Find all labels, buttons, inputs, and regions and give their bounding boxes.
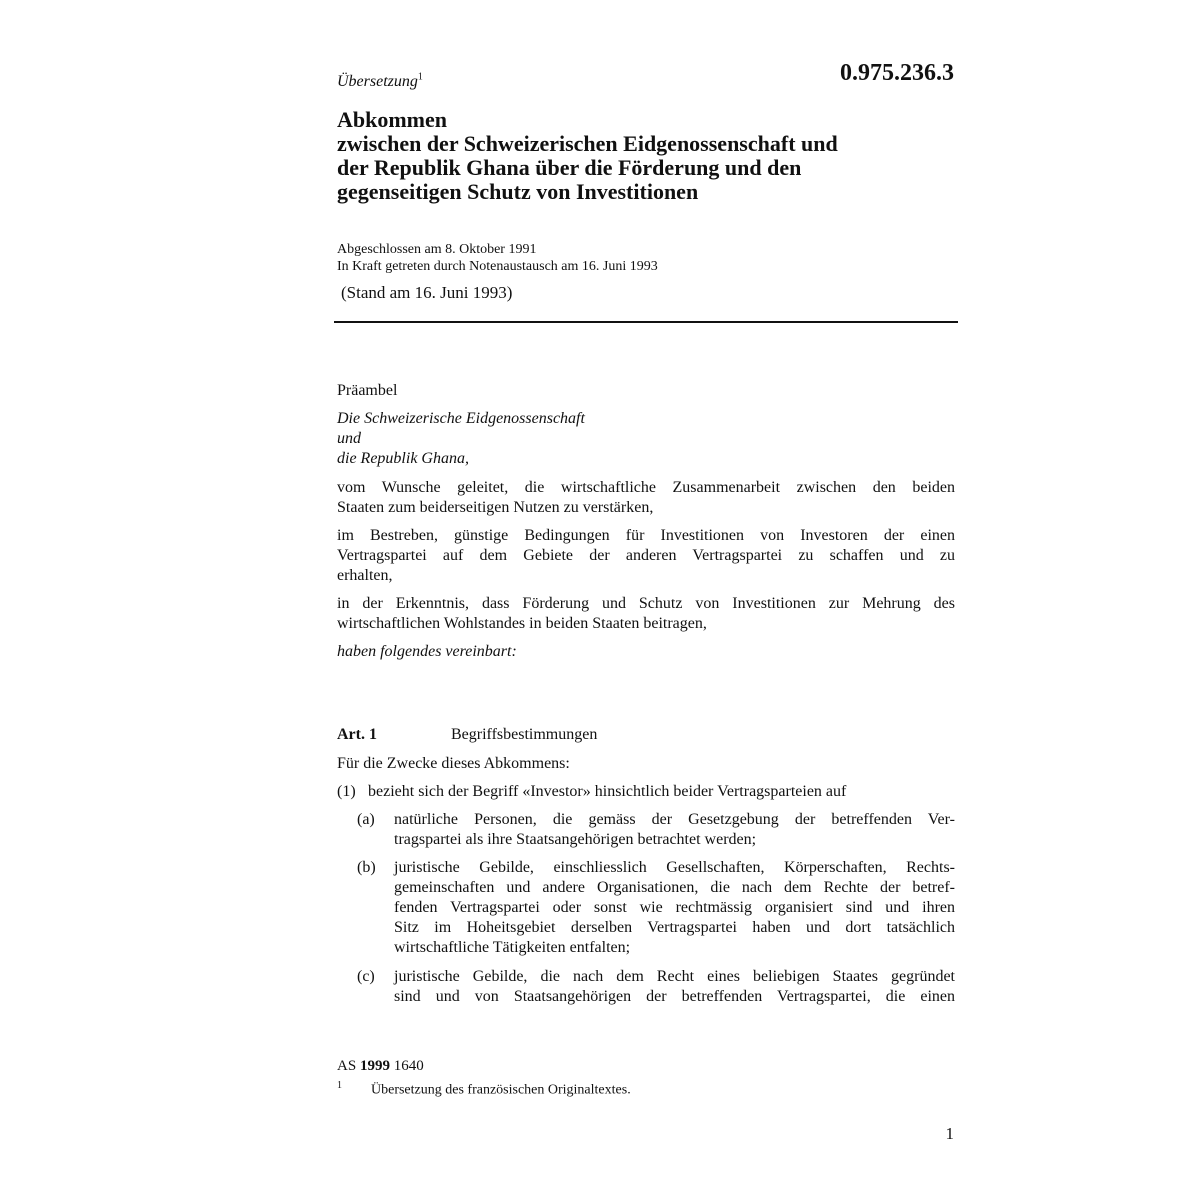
- sub-item-line: wirtschaftliche Tätigkeiten entfalten;: [394, 939, 631, 956]
- sub-item-line: Sitz im Hoheitsgebiet derselben Vertragspartei haben und dort tatsächlich: [394, 919, 955, 936]
- paragraph-line: wirtschaftlichen Wohlstandes in beiden Staaten beitragen,: [337, 615, 707, 632]
- translation-label-text: Übersetzung: [337, 73, 418, 90]
- sub-item: [357, 858, 955, 958]
- paragraph-line: Staaten zum beiderseitigen Nutzen zu verstärken,: [337, 499, 654, 516]
- footnote-text: Übersetzung des französischen Originaltextes.: [371, 1082, 631, 1098]
- agreement-clause: haben folgendes vereinbart:: [337, 643, 517, 660]
- sub-item-line: juristische Gebilde, die nach dem Recht eines beliebigen Staates gegründet: [394, 968, 955, 985]
- title-line: der Republik Ghana über die Förderung und den: [337, 155, 802, 180]
- sub-item-text: [394, 858, 955, 958]
- sub-item-text: [394, 810, 955, 850]
- title-line: gegenseitigen Schutz von Investitionen: [337, 179, 699, 204]
- official-compilation-reference: [337, 1058, 424, 1075]
- concluded-date: Abgeschlossen am 8. Oktober 1991: [337, 242, 537, 257]
- footnote: [337, 1080, 631, 1099]
- sr-number: 0.975.236.3: [840, 60, 954, 86]
- in-force-date: In Kraft getreten durch Notenaustausch am 16. Juni 1993: [337, 259, 658, 274]
- article-intro: Für die Zwecke dieses Abkommens:: [337, 755, 570, 772]
- sub-item: [357, 810, 955, 850]
- list-item: [337, 782, 846, 802]
- party-ghana: die Republik Ghana,: [337, 450, 469, 467]
- article-title: Begriffsbestimmungen: [451, 726, 598, 743]
- sub-item-line: gemeinschaften und andere Organisationen, die nach dem Rechte der betref-: [394, 879, 955, 896]
- paragraph-line: erhalten,: [337, 567, 393, 584]
- sub-item-line: sind und von Staatsangehörigen der betreffenden Vertragspartei, die einen: [394, 988, 955, 1005]
- preamble-paragraph: [337, 478, 955, 518]
- paragraph-line: in der Erkenntnis, dass Förderung und Schutz von Investitionen zur Mehrung des: [337, 595, 955, 612]
- sub-item-marker: (c): [357, 968, 375, 985]
- title-line: zwischen der Schweizerischen Eidgenossenschaft und: [337, 131, 838, 156]
- paragraph-line: vom Wunsche geleitet, die wirtschaftliche Zusammenarbeit zwischen den beiden: [337, 479, 955, 496]
- sub-item-line: natürliche Personen, die gemäss der Gesetzgebung der betreffenden Ver-: [394, 811, 955, 828]
- footnote-mark: 1: [337, 1080, 342, 1091]
- preamble-paragraph: [337, 594, 955, 634]
- document-title: [337, 108, 957, 204]
- paragraph-line: im Bestreben, günstige Bedingungen für Investitionen von Investoren der einen: [337, 527, 955, 544]
- title-line: Abkommen: [337, 107, 448, 132]
- sub-item-line: tragspartei als ihre Staatsangehörigen betrachtet werden;: [394, 831, 757, 848]
- item-number: (1): [337, 783, 356, 800]
- sub-item-line: juristische Gebilde, einschliesslich Gesellschaften, Körperschaften, Rechts-: [394, 859, 955, 876]
- footnote-ref[interactable]: 1: [417, 71, 423, 83]
- sub-item-marker: (a): [357, 811, 375, 828]
- as-page: 1640: [393, 1058, 424, 1074]
- preamble-heading: Präambel: [337, 382, 398, 399]
- party-conjunction: und: [337, 430, 361, 447]
- as-prefix: AS: [337, 1058, 357, 1074]
- page-number: 1: [945, 1124, 954, 1143]
- status-date: (Stand am 16. Juni 1993): [341, 283, 513, 302]
- sub-item: [357, 967, 955, 1007]
- translation-label: [337, 73, 423, 91]
- item-text: bezieht sich der Begriff «Investor» hinsichtlich beider Vertragsparteien auf: [368, 783, 847, 800]
- header-divider: [334, 321, 958, 323]
- article-number: Art. 1: [337, 726, 377, 743]
- as-year: 1999: [359, 1058, 390, 1074]
- sub-item-line: fenden Vertragspartei oder sonst wie rechtmässig organisiert sind und ihren: [394, 899, 955, 916]
- paragraph-line: Vertragspartei auf dem Gebiete der anderen Vertragspartei zu schaffen und zu: [337, 547, 955, 564]
- sub-item-text: [394, 967, 955, 1007]
- preamble-paragraph: [337, 526, 955, 586]
- party-switzerland: Die Schweizerische Eidgenossenschaft: [337, 410, 585, 427]
- sub-item-marker: (b): [357, 859, 376, 876]
